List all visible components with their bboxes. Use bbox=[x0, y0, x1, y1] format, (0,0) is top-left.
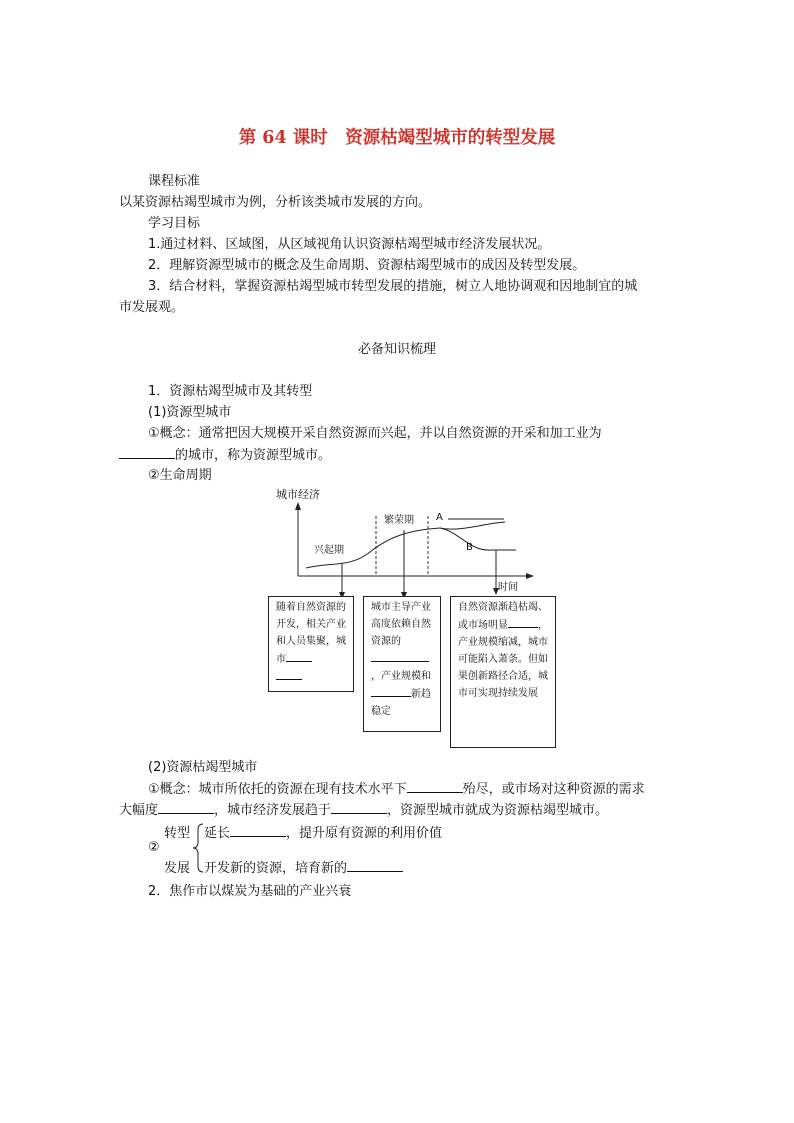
concept-text-d: ，城市经济发展趋于 bbox=[214, 803, 332, 818]
blank-field[interactable] bbox=[286, 650, 312, 662]
box2-text1: 城市主导产业高度依赖自然资源的 bbox=[371, 602, 431, 647]
blank-field[interactable] bbox=[158, 800, 214, 814]
transform-branch-1 bbox=[204, 822, 442, 841]
part2-concept-line1 bbox=[148, 779, 645, 800]
part3-heading: 2．焦作市以煤炭为基础的产业兴衰 bbox=[148, 884, 352, 899]
concept-line1: ①概念：通常把因大规模开采自然资源而兴起，并以自然资源的开采和加工业为 bbox=[148, 426, 602, 441]
stage-box-decline bbox=[450, 596, 556, 748]
stage-boom-label: 繁荣期 bbox=[384, 515, 414, 526]
curve-b-label: B bbox=[466, 542, 473, 553]
transform-label-top: 转型 bbox=[164, 826, 191, 841]
curve-a bbox=[440, 522, 505, 529]
branch1-text-b: ，提升原有资源的利用价值 bbox=[286, 826, 443, 841]
transform-branch-2 bbox=[204, 857, 403, 876]
box3-text1: 自然资源渐趋枯竭、或市场明显 bbox=[458, 602, 548, 631]
circle-2: ② bbox=[148, 840, 160, 855]
box1-text: 随着自然资源的开发，相关产业和人员集聚，城市 bbox=[276, 602, 346, 665]
box3-text2: ，产业规模缩减，城市可能陷入萧条。但如果创新路径合适，城市可实现持续发展 bbox=[458, 620, 548, 699]
part2-concept-line2 bbox=[119, 800, 608, 821]
transform-label-bottom: 发展 bbox=[164, 861, 191, 876]
stage-box-boom bbox=[363, 596, 441, 732]
branch1-text-a: 延长 bbox=[204, 826, 231, 841]
curve-a-label: A bbox=[436, 512, 443, 523]
concept-text-a: ①概念：城市所依托的资源在现有技术水平下 bbox=[148, 782, 407, 797]
y-axis-label: 城市经济 bbox=[276, 488, 320, 501]
curriculum-text: 以某资源枯竭型城市为例，分析该类城市发展的方向。 bbox=[119, 195, 432, 210]
objective-item-1: 1.通过材料、区域图，从区域视角认识资源枯竭型城市经济发展状况。 bbox=[148, 237, 551, 252]
objective-item-3-line1: 3．结合材料，掌握资源枯竭型城市转型发展的措施，树立人地协调观和因地制宜的城 bbox=[148, 279, 638, 294]
objective-item-3-line2: 市发展观。 bbox=[119, 300, 185, 315]
blank-field[interactable] bbox=[371, 650, 429, 662]
blank-field[interactable] bbox=[230, 823, 286, 837]
objectives-heading: 学习目标 bbox=[148, 216, 201, 231]
blank-field[interactable] bbox=[331, 800, 387, 814]
objective-item-2: 2．理解资源型城市的概念及生命周期、资源枯竭型城市的成因及转型发展。 bbox=[148, 258, 586, 273]
section-heading: 必备知识梳理 bbox=[357, 342, 436, 357]
concept-text-b: 殆尽，或市场对这种资源的需求 bbox=[462, 782, 645, 797]
concept-text-e: ，资源型城市就成为资源枯竭型城市。 bbox=[387, 803, 609, 818]
x-axis-arrow bbox=[526, 573, 534, 579]
curriculum-heading: 课程标准 bbox=[148, 174, 201, 189]
curve-b bbox=[440, 528, 516, 550]
concept-text-c: 大幅度 bbox=[119, 803, 159, 818]
brace-icon bbox=[192, 822, 204, 874]
part1-sub1: (1)资源型城市 bbox=[148, 405, 232, 420]
branch2-text: 开发新的资源，培育新的 bbox=[204, 861, 348, 876]
blank-field[interactable] bbox=[508, 616, 538, 628]
blank-field[interactable] bbox=[119, 445, 175, 459]
page-title: 第 64 课时 资源枯竭型城市的转型发展 bbox=[238, 128, 556, 148]
part2-sub2: (2)资源枯竭型城市 bbox=[148, 760, 258, 775]
blank-field[interactable] bbox=[407, 779, 463, 793]
part1-heading: 1．资源枯竭型城市及其转型 bbox=[148, 384, 313, 399]
blank-field[interactable] bbox=[371, 685, 411, 697]
stage-rise-label: 兴起期 bbox=[314, 545, 344, 556]
box2-text3: 新趋稳定 bbox=[371, 689, 431, 717]
stage-box-rise bbox=[268, 596, 354, 692]
x-axis-label: 时间 bbox=[498, 582, 518, 593]
y-axis-arrow bbox=[295, 502, 301, 510]
lifecycle-label: ②生命周期 bbox=[148, 468, 212, 483]
concept-line2-suffix: 的城市，称为资源型城市。 bbox=[175, 448, 332, 463]
box2-text2: ，产业规模和 bbox=[371, 671, 431, 682]
concept-line2 bbox=[119, 445, 331, 466]
blank-field[interactable] bbox=[276, 668, 302, 680]
blank-field[interactable] bbox=[347, 858, 403, 872]
